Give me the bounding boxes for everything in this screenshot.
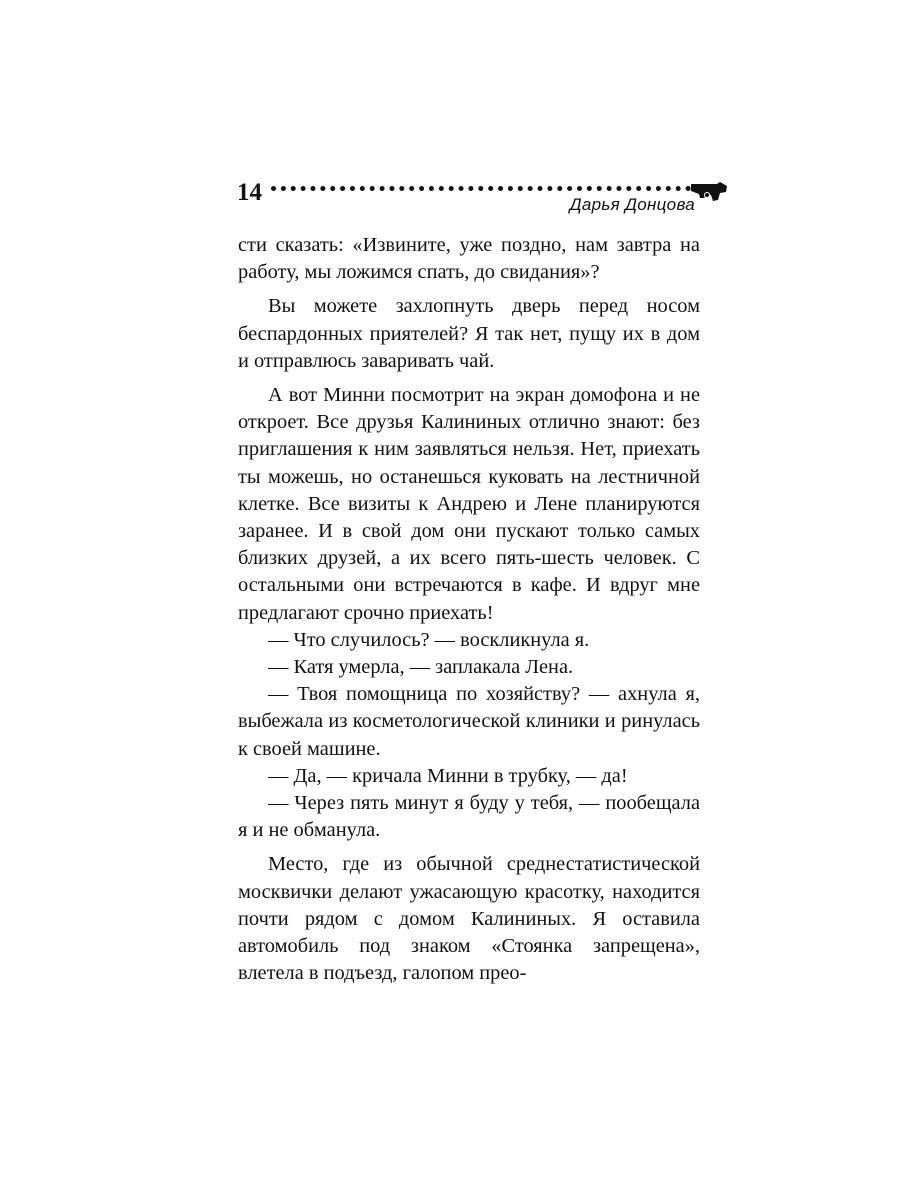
page-number: 14 (237, 179, 262, 206)
running-header (237, 176, 727, 216)
dotted-rule (271, 186, 691, 191)
paragraph: Место, где из обычной среднестатистической москвички делают ужасающую красотку, находится почти рядом с домом Калининых. Я оставила автомобиль под знаком «Стоянка запрещена», влетела в подъезд, галопом прео- (238, 853, 700, 985)
dialogue-line: — Да, — кричала Минни в трубку, — да! (268, 764, 628, 787)
dialogue-line: — Через пять минут я буду у тебя, — пообещала я и не обманула. (238, 792, 700, 842)
dialogue-line: — Что случилось? — воскликнула я. (268, 628, 590, 651)
paragraph: А вот Минни посмотрит на экран домофона и не откроет. Все друзья Калининых отлично знают: без приглашения к ним заявляться нельзя. Нет, приехать ты можешь, но останешься куковать на лестничной клетке. Все визиты к Андрею и Лене планируются заранее. И в свой дом они пускают только самых близких друзей, а их всего пять-шесть человек. С остальными они встречаются в кафе. И вдруг мне предлагают срочно приехать! (238, 384, 700, 624)
dialogue-line: — Твоя помощница по хозяйству? — ахнула я, выбежала из косметологической клиники и ринулась к своей машине. (238, 683, 700, 760)
paragraph: сти сказать: «Извините, уже поздно, нам завтра на работу, мы ложимся спать, до свидания»? (238, 234, 700, 284)
author-name: Дарья Донцова (569, 195, 695, 214)
body-text (238, 232, 700, 987)
paragraph: Вы можете захлопнуть дверь перед носом беспардонных приятелей? Я так нет, пущу их в дом и отправлюсь заваривать чай. (238, 295, 700, 372)
dialogue-line: — Катя умерла, — заплакала Лена. (268, 656, 574, 679)
